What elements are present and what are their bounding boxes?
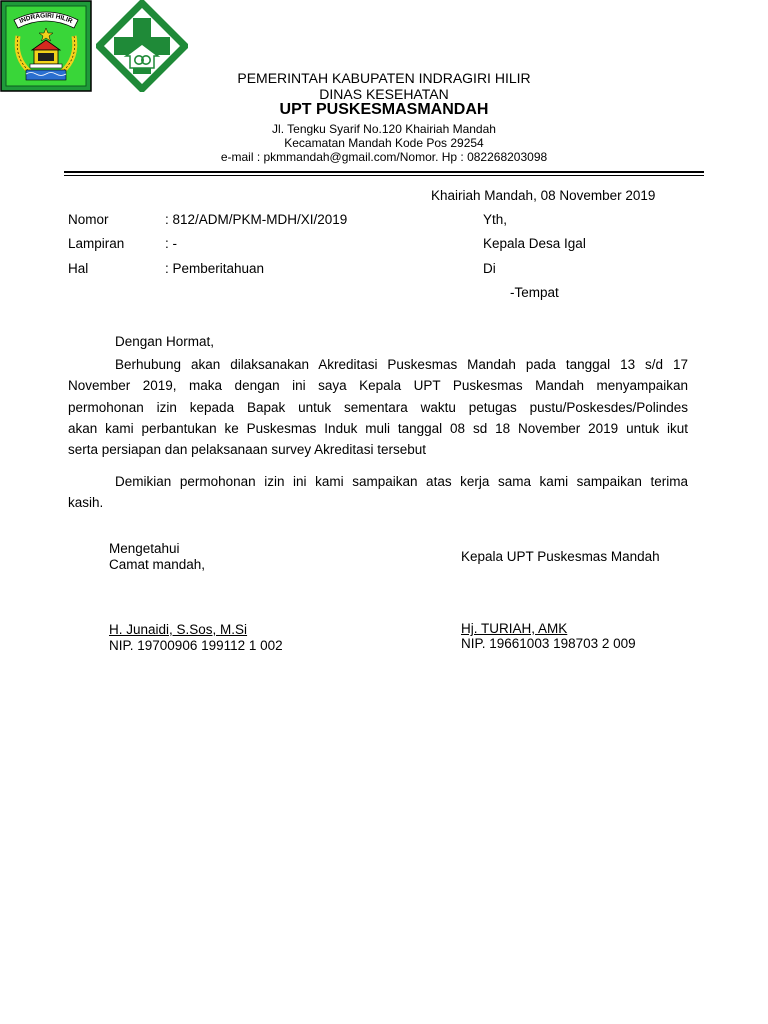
- field-value-lampiran: : -: [165, 236, 177, 251]
- field-label-hal: Hal: [68, 261, 89, 276]
- logo-left-text: INDRAGIRI HILIR: [18, 12, 74, 26]
- field-value-hal: : Pemberitahuan: [165, 261, 265, 276]
- letterhead-address: Jl. Tengku Syarif No.120 Khairiah Mandah: [272, 122, 496, 136]
- paragraph-line: Demikian permohonan izin ini kami sampaikan atas kerja sama kami sampaikan terima: [115, 474, 688, 489]
- place-date: Khairiah Mandah, 08 November 2019: [431, 188, 656, 203]
- recipient-name: Kepala Desa Igal: [483, 236, 586, 251]
- field-value-nomor: : 812/ADM/PKM-MDH/XI/2019: [165, 212, 348, 227]
- body-paragraph-2: [68, 471, 688, 514]
- body-paragraph-1: [68, 354, 688, 460]
- letterhead-institution: UPT PUSKESMASMANDAH: [279, 101, 489, 118]
- letterhead-government: PEMERINTAH KABUPATEN INDRAGIRI HILIR: [237, 70, 531, 86]
- recipient-di: Di: [483, 261, 496, 276]
- signature-left-nip: NIP. 19700906 199112 1 002: [109, 638, 283, 653]
- letterhead-rule-thin: [64, 175, 704, 176]
- paragraph-line: serta persiapan dan pelaksanaan survey Akreditasi tersebut: [68, 442, 426, 458]
- puskesmas-logo: [96, 0, 188, 92]
- signature-left-line1: Mengetahui: [109, 541, 180, 556]
- field-label-lampiran: Lampiran: [68, 236, 125, 251]
- paragraph-line: kasih.: [68, 495, 104, 511]
- field-label-nomor: Nomor: [68, 212, 109, 227]
- letterhead-district: Kecamatan Mandah Kode Pos 29254: [284, 136, 484, 150]
- indragiri-hilir-logo: [0, 0, 92, 92]
- signature-right-nip: NIP. 19661003 198703 2 009: [461, 636, 636, 651]
- letterhead-department: DINAS KESEHATAN: [319, 86, 449, 102]
- letterhead-rule-thick: [64, 171, 704, 173]
- paragraph-line: Berhubung akan dilaksanakan Akreditasi Puskesmas Mandah pada tanggal 13 s/d 17: [115, 357, 688, 372]
- signature-right-name: Hj. TURIAH, AMK: [461, 621, 568, 636]
- salutation: Dengan Hormat,: [115, 334, 215, 349]
- recipient-yth: Yth,: [483, 212, 508, 227]
- paragraph-line: akan kami perbantukan ke Puskesmas Induk muli tanggal 08 sd 18 November 2019 untuk ikut: [68, 420, 688, 436]
- recipient-tempat: -Tempat: [510, 285, 559, 300]
- signature-left-name: H. Junaidi, S.Sos, M.Si: [109, 622, 248, 637]
- signature-right-title: Kepala UPT Puskesmas Mandah: [461, 549, 660, 564]
- letterhead-contact: e-mail : pkmmandah@gmail.com/Nomor. Hp : 082268203098: [220, 150, 548, 164]
- signature-left-line2: Camat mandah,: [109, 557, 206, 572]
- paragraph-line: November 2019, maka dengan ini saya Kepala UPT Puskesmas Mandah menyampaikan: [68, 378, 688, 394]
- paragraph-line: permohonan izin kepada Bapak untuk sementara waktu petugas pustu/Poskesdes/Polindes: [68, 399, 688, 415]
